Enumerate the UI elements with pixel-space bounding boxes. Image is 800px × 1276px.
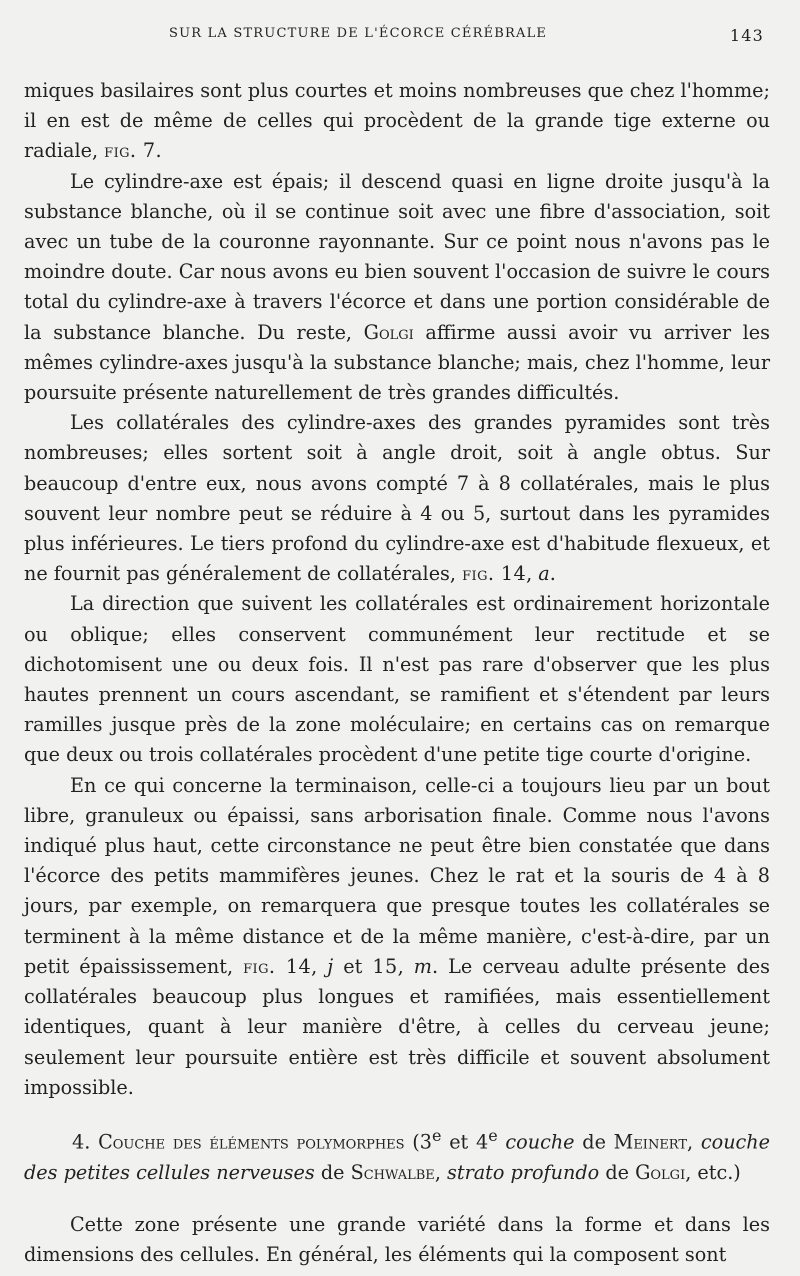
punctuation: , — [311, 954, 328, 978]
running-head — [24, 26, 770, 48]
heading-text: de — [314, 1160, 351, 1184]
page-number: 143 — [729, 26, 764, 45]
paragraph-2-text-a: Le cylindre-axe est épais; il descend quasi en ligne droite jusqu'à la substance blanche, où il se continue soit avec une fibre d'association, soit avec un tube de la couronne rayonnante. Sur ce point nous n'avons pas le moindre doute. Car nous avons eu bien souvent l'occasion de suivre le cours total du cylindre-axe à travers l'écorce et dans une portion considérable de la substance blanche. Du reste, — [24, 169, 770, 344]
running-title: SUR LA STRUCTURE DE L'ÉCORCE CÉRÉBRALE — [169, 26, 548, 41]
paragraph-5 — [24, 771, 770, 1103]
superscript: e — [488, 1125, 498, 1145]
heading-text: de — [599, 1160, 636, 1184]
punctuation: , — [397, 954, 414, 978]
author-name: Schwalbe — [350, 1160, 435, 1184]
section-heading — [24, 1121, 770, 1188]
paragraph-5-text-e: . Le cerveau adulte présente des collatérales beaucoup plus longues et ramifiées, mais essentiellement identiques, quant à leur manière d'être, à celles du cerveau jeune; seulement leur poursuite entière est très difficile et souvent absolument impossible. — [24, 954, 770, 1099]
paragraph-3 — [24, 408, 770, 589]
heading-text: de — [574, 1130, 614, 1154]
heading-text: (3 — [404, 1130, 432, 1154]
paragraph-2 — [24, 167, 770, 409]
section-title: Couche des éléments polymorphes — [98, 1130, 405, 1154]
heading-text: , — [687, 1130, 701, 1154]
figure-letter: a — [538, 562, 550, 586]
paragraph-1-text: miques basilaires sont plus courtes et moins nombreuses que chez l'homme; il en est de même de celles qui procèdent de la grande tige externe ou radiale, — [24, 79, 770, 163]
author-name: Golgi — [635, 1160, 686, 1184]
superscript: e — [432, 1125, 442, 1145]
body-text — [24, 76, 770, 1270]
paragraph-4 — [24, 589, 770, 770]
paragraph-6 — [24, 1210, 770, 1270]
paragraph-1 — [24, 76, 770, 167]
punctuation: . — [549, 562, 556, 586]
figure-reference: 15 — [372, 954, 398, 978]
conjunction: et — [333, 954, 373, 978]
heading-italic: strato profundo — [447, 1160, 600, 1184]
figure-letter: j — [327, 954, 334, 978]
paragraph-5-text-a: En ce qui concerne la terminaison, celle-ci a toujours lieu par un bout libre, granuleux ou épaissi, sans arborisation finale. Comme nous l'avons indiqué plus haut, cette circonstance ne peut être bien constatée que dans l'écorce des petits mammifères jeunes. Chez le rat et la souris de 4 à 8 jours, par exemple, on remarquera que presque toutes les collatérales se terminent à la même distance et de la même manière, c'est-à-dire, par un petit épaississement, — [24, 773, 770, 978]
figure-reference: fig. 7. — [104, 139, 163, 163]
paragraph-2-text-b: affirme aussi avoir vu arriver les mêmes cylindre-axes jusqu'à la substance blanche; mais, chez l'homme, leur poursuite présente naturellement de très grandes difficultés. — [24, 320, 770, 405]
section-number: 4. — [72, 1130, 91, 1154]
author-name: Golgi — [363, 320, 414, 344]
paragraph-3-text-a: Les collatérales des cylindre-axes des grandes pyramides sont très nombreuses; elles sortent soit à angle droit, soit à angle obtus. Sur beaucoup d'entre eux, nous avons compté 7 à 8 collatérales, mais le plus souvent leur nombre peut se réduire à 4 ou 5, surtout dans les pyramides plus inférieures. Le tiers profond du cylindre-axe est d'habitude flexueux, et ne fournit pas généralement de collatérales, — [24, 411, 770, 586]
paragraph-4-text: La direction que suivent les collatérales est ordinairement horizontale ou oblique; elles conservent communément leur rectitude et se dichotomisent une ou deux fois. Il n'est pas rare d'observer que les plus hautes prennent un cours ascendant, se ramifient et s'étendent par leurs ramilles jusque près de la zone moléculaire; en certains cas on remarque que deux ou trois collatérales procèdent d'une petite tige courte d'origine. — [24, 592, 770, 767]
heading-text: , etc.) — [685, 1160, 741, 1184]
figure-reference: fig. 14 — [243, 954, 312, 978]
heading-italic: couche — [497, 1130, 575, 1154]
figure-letter: m — [413, 954, 432, 978]
punctuation: , — [526, 562, 539, 586]
author-name: Meinert — [613, 1130, 688, 1154]
heading-text: , — [434, 1160, 448, 1184]
figure-reference: fig. 14 — [462, 562, 527, 586]
heading-italic: couche des petites cellules nerveuses — [24, 1130, 771, 1184]
heading-text: et 4 — [441, 1130, 489, 1154]
paragraph-6-text: Cette zone présente une grande variété dans la forme et dans les dimensions des cellules. En général, les éléments qui la composent sont — [24, 1212, 770, 1266]
